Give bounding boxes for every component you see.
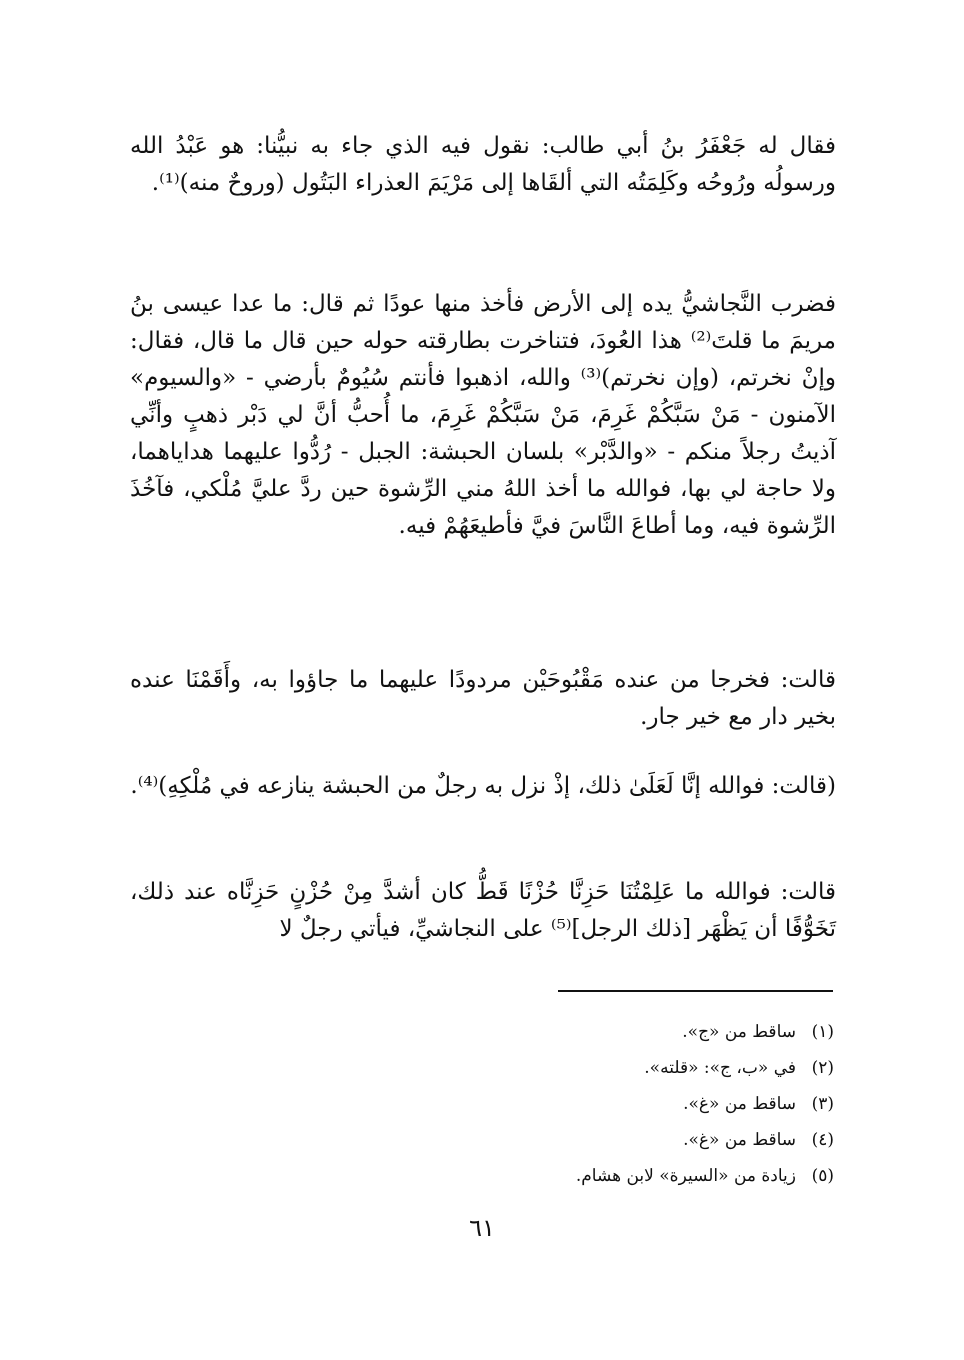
- footnote-item: [334, 1122, 834, 1158]
- footnote-text: ساقط من «غ».: [683, 1094, 796, 1114]
- body-paragraph: فضرب النَّجاشيُّ يده إلى الأرض فأخذ منها عودًا ثم قال: ما عدا عيسى بنُ مريمَ ما قلتَ⁽²⁾ هذا العُودَ، فتناخرت بطارقته حوله حين قال ما قال، فقال: وإنْ نخرتم، (وإن نخرتم)⁽³⁾ والله، اذهبوا فأنتم سُيُومٌ بأرضي - «والسيوم» الآمنون - مَنْ سَبَّكُمْ غَرِمَ، مَنْ سَبَّكُمْ غَرِمَ، ما أُحبُّ أنَّ لي دَبْر ذهبٍ وأنِّي آذيتُ رجلاً منكم - «والدَّبْر» بلسان الحبشة: الجبل - رُدُّوا عليهما هداياهما، ولا حاجة لي بها، فوالله ما أخذ اللهُ مني الرِّشوة حين ردَّ عليَّ مُلْكي، فآخُذَ الرِّشوة فيه، وما أطاعَ النَّاسَ فيَّ فأطيعَهُمْ فيه.: [130, 291, 837, 539]
- footnote-item: [334, 1086, 834, 1122]
- page-number: ٦١: [469, 1214, 495, 1242]
- footnote-number: (٣): [811, 1094, 834, 1114]
- footnote-number: (١): [811, 1022, 834, 1042]
- footnote-item: [334, 1050, 834, 1086]
- body-paragraph: قالت: فخرجا من عنده مَقْبُوحَيْن مردودًا عليهما ما جاؤوا به، وأَقَمْنَا عنده بخير دار مع خير جار.: [130, 667, 836, 730]
- footnote-item: [334, 1158, 834, 1194]
- footnote-text: زيادة من «السيرة» لابن هشام.: [575, 1166, 796, 1186]
- footnote-text: ساقط من «ج».: [682, 1022, 796, 1042]
- footnotes-list: [334, 1014, 834, 1194]
- footnote-text: في «ب، ج»: «قلته».: [644, 1058, 796, 1078]
- body-paragraph: (قالت: فوالله إنَّا لَعَلَىٰ ذلك، إذْ نزل به رجلٌ من الحبشة ينازعه في مُلْكِهِ)⁽⁴⁾.: [130, 773, 836, 799]
- footnote-number: (٥): [811, 1166, 834, 1186]
- footnote-number: (٤): [811, 1130, 834, 1150]
- footnote-divider: [558, 990, 833, 992]
- body-paragraph: فقال له جَعْفَرُ بنُ أبي طالب: نقول فيه الذي جاء به نبيُّنا: هو عَبْدُ الله ورسولُه ورُوحُه وكَلِمَتُه التي ألقَاها إلى مَرْيَمَ العذراء البَتُول (وروحٌ منه)⁽¹⁾.: [130, 133, 836, 196]
- footnote-text: ساقط من «غ».: [683, 1130, 796, 1150]
- body-paragraph: قالت: فوالله ما عَلِمْتُنَا حَزِنَّا حُزْنًا قَطُّ كان أشدَّ مِنْ حُزْنٍ حَزِنَّاه عند ذلك، تَخَوُّفًا أن يَظْهَر [ذلك الرجل]⁽⁵⁾ على النجاشيِّ، فيأتي رجلٌ لا: [130, 879, 836, 942]
- footnote-item: [334, 1014, 834, 1050]
- footnote-number: (٢): [811, 1058, 834, 1078]
